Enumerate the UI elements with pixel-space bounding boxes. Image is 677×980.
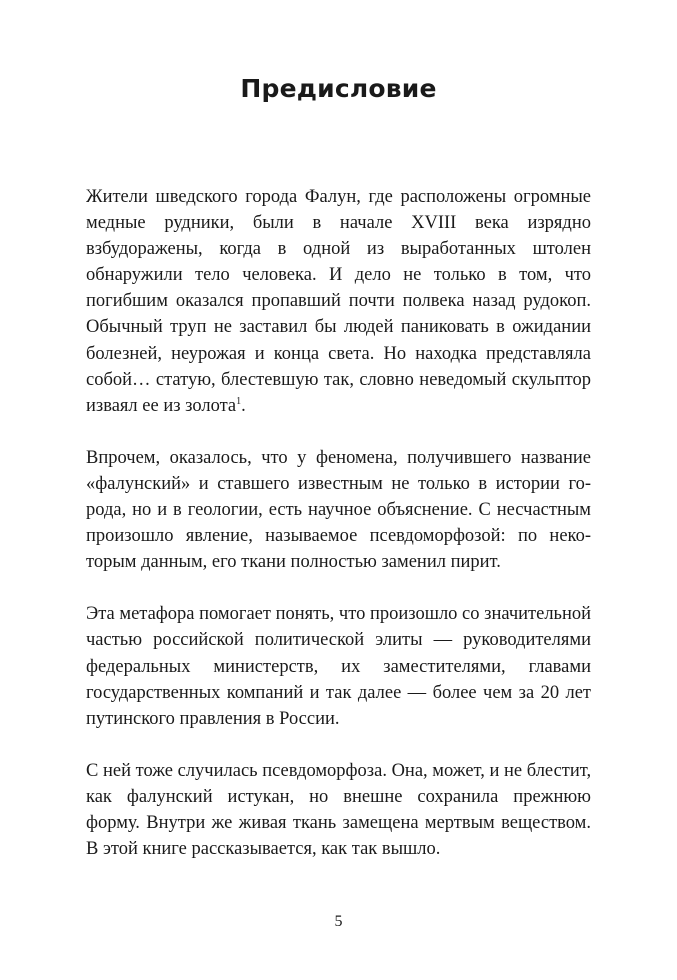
text-line: Впрочем, оказалось, что у феномена, получившего название [86, 447, 591, 468]
text-line: обнаружили тело человека. И дело не только в том, что [86, 265, 591, 286]
text-line: рода, но и в геологии, есть научное объяснение. С несчастным [86, 500, 591, 521]
text-line: частью российской политической элиты — руководителями [86, 630, 591, 651]
text-fragment: изваял ее из золота [86, 395, 237, 416]
text-line: собой… статую, блестевшую так, словно неведомый скульптор [86, 369, 591, 390]
text-line: произошло явление, называемое псевдоморфозой: по неко- [86, 526, 591, 547]
text-line: путинского правления в России. [86, 708, 340, 729]
text-fragment: . [241, 395, 246, 416]
paragraph-2 [86, 445, 591, 575]
text-line: Жители шведского города Фалун, где расположены огромные [86, 187, 591, 207]
text-line: государственных компаний и так далее — более чем за 20 лет [86, 682, 591, 703]
text-line: С ней тоже случилась псевдоморфоза. Она, может, и не блестит, [86, 760, 592, 781]
page-number: 5 [334, 913, 343, 930]
text-line: погибшим оказался пропавший почти полвека назад рудокоп. [86, 291, 591, 312]
text-line [86, 393, 591, 419]
text-line: форму. Внутри же живая ткань замещена мертвым веществом. [86, 812, 591, 833]
footnote-marker[interactable]: 1 [236, 395, 242, 407]
paragraph-4 [86, 758, 591, 862]
text-line: торым данным, его ткани полностью заменил пирит. [86, 552, 501, 573]
paragraph-3 [86, 601, 591, 731]
chapter-title: Предисловие [240, 74, 437, 103]
body-text [86, 184, 591, 888]
text-line: Обычный труп не заставил бы людей паниковать в ожидании [86, 317, 591, 338]
text-line: медные рудники, были в начале XVIII века изрядно [86, 213, 591, 234]
text-line: взбудоражены, когда в одной из выработанных штолен [86, 239, 591, 260]
text-line: федеральных министерств, их заместителями, главами [86, 656, 591, 677]
text-line: болезней, неурожая и конца света. Но находка представляла [86, 343, 591, 364]
text-line: Эта метафора помогает понять, что произошло со значительной [86, 604, 592, 625]
paragraph-1 [86, 184, 591, 419]
text-line: В этой книге рассказывается, как так вышло. [86, 839, 441, 860]
text-line: как фалунский истукан, но внешне сохранила прежнюю [86, 786, 591, 807]
text-line: «фалунский» и ставшего известным не только в истории го- [86, 473, 591, 494]
